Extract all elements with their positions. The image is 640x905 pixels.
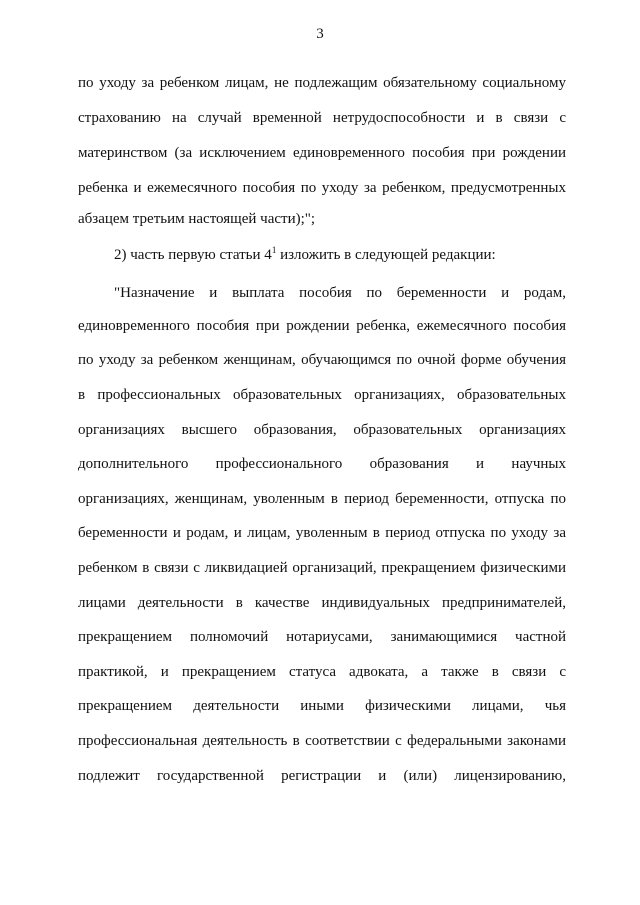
text-line: подлежит государственной регистрации и (или) лицензированию, bbox=[78, 768, 566, 784]
article-superscript: 1 bbox=[271, 245, 277, 255]
text-line: по уходу за ребенком женщинам, обучающимся по очной форме обучения bbox=[78, 352, 566, 368]
text-line: по уходу за ребенком лицам, не подлежащим обязательному социальному bbox=[78, 75, 566, 91]
text-line: прекращением деятельности иными физическими лицами, чья bbox=[78, 698, 566, 714]
amendment-item-2 bbox=[114, 246, 566, 264]
text-line: дополнительного профессионального образования и научных bbox=[78, 456, 566, 472]
text-line: в профессиональных образовательных организациях, образовательных bbox=[78, 387, 566, 403]
text-line: организациях высшего образования, образовательных организациях bbox=[78, 422, 566, 438]
text-line: страхованию на случай временной нетрудоспособности и в связи с bbox=[78, 110, 566, 126]
text-line: практикой, и прекращением статуса адвоката, а также в связи с bbox=[78, 664, 566, 680]
text-line: профессиональная деятельность в соответствии с федеральными законами bbox=[78, 733, 566, 749]
text-line: лицами деятельности в качестве индивидуальных предпринимателей, bbox=[78, 595, 566, 611]
text-line: единовременного пособия при рождении ребенка, ежемесячного пособия bbox=[78, 318, 566, 334]
text-line: ребенка и ежемесячного пособия по уходу за ребенком, предусмотренных bbox=[78, 180, 566, 196]
text-line: беременности и родам, и лицам, уволенным в период отпуска по уходу за bbox=[78, 525, 566, 541]
text-line: материнством (за исключением единовременного пособия при рождении bbox=[78, 145, 566, 161]
text-line: организациях, женщинам, уволенным в период беременности, отпуска по bbox=[78, 491, 566, 507]
text-line: абзацем третьим настоящей части);"; bbox=[78, 211, 316, 227]
text-line: прекращением полномочий нотариусами, занимающимися частной bbox=[78, 629, 566, 645]
item-2-text: 2) часть первую статьи 4 bbox=[114, 247, 272, 263]
text-line: "Назначение и выплата пособия по беременности и родам, bbox=[114, 285, 566, 301]
page-number: 3 bbox=[316, 26, 324, 42]
item-2-text-rest: изложить в следующей редакции: bbox=[276, 247, 496, 263]
text-line: ребенком в связи с ликвидацией организаций, прекращением физическими bbox=[78, 560, 566, 576]
